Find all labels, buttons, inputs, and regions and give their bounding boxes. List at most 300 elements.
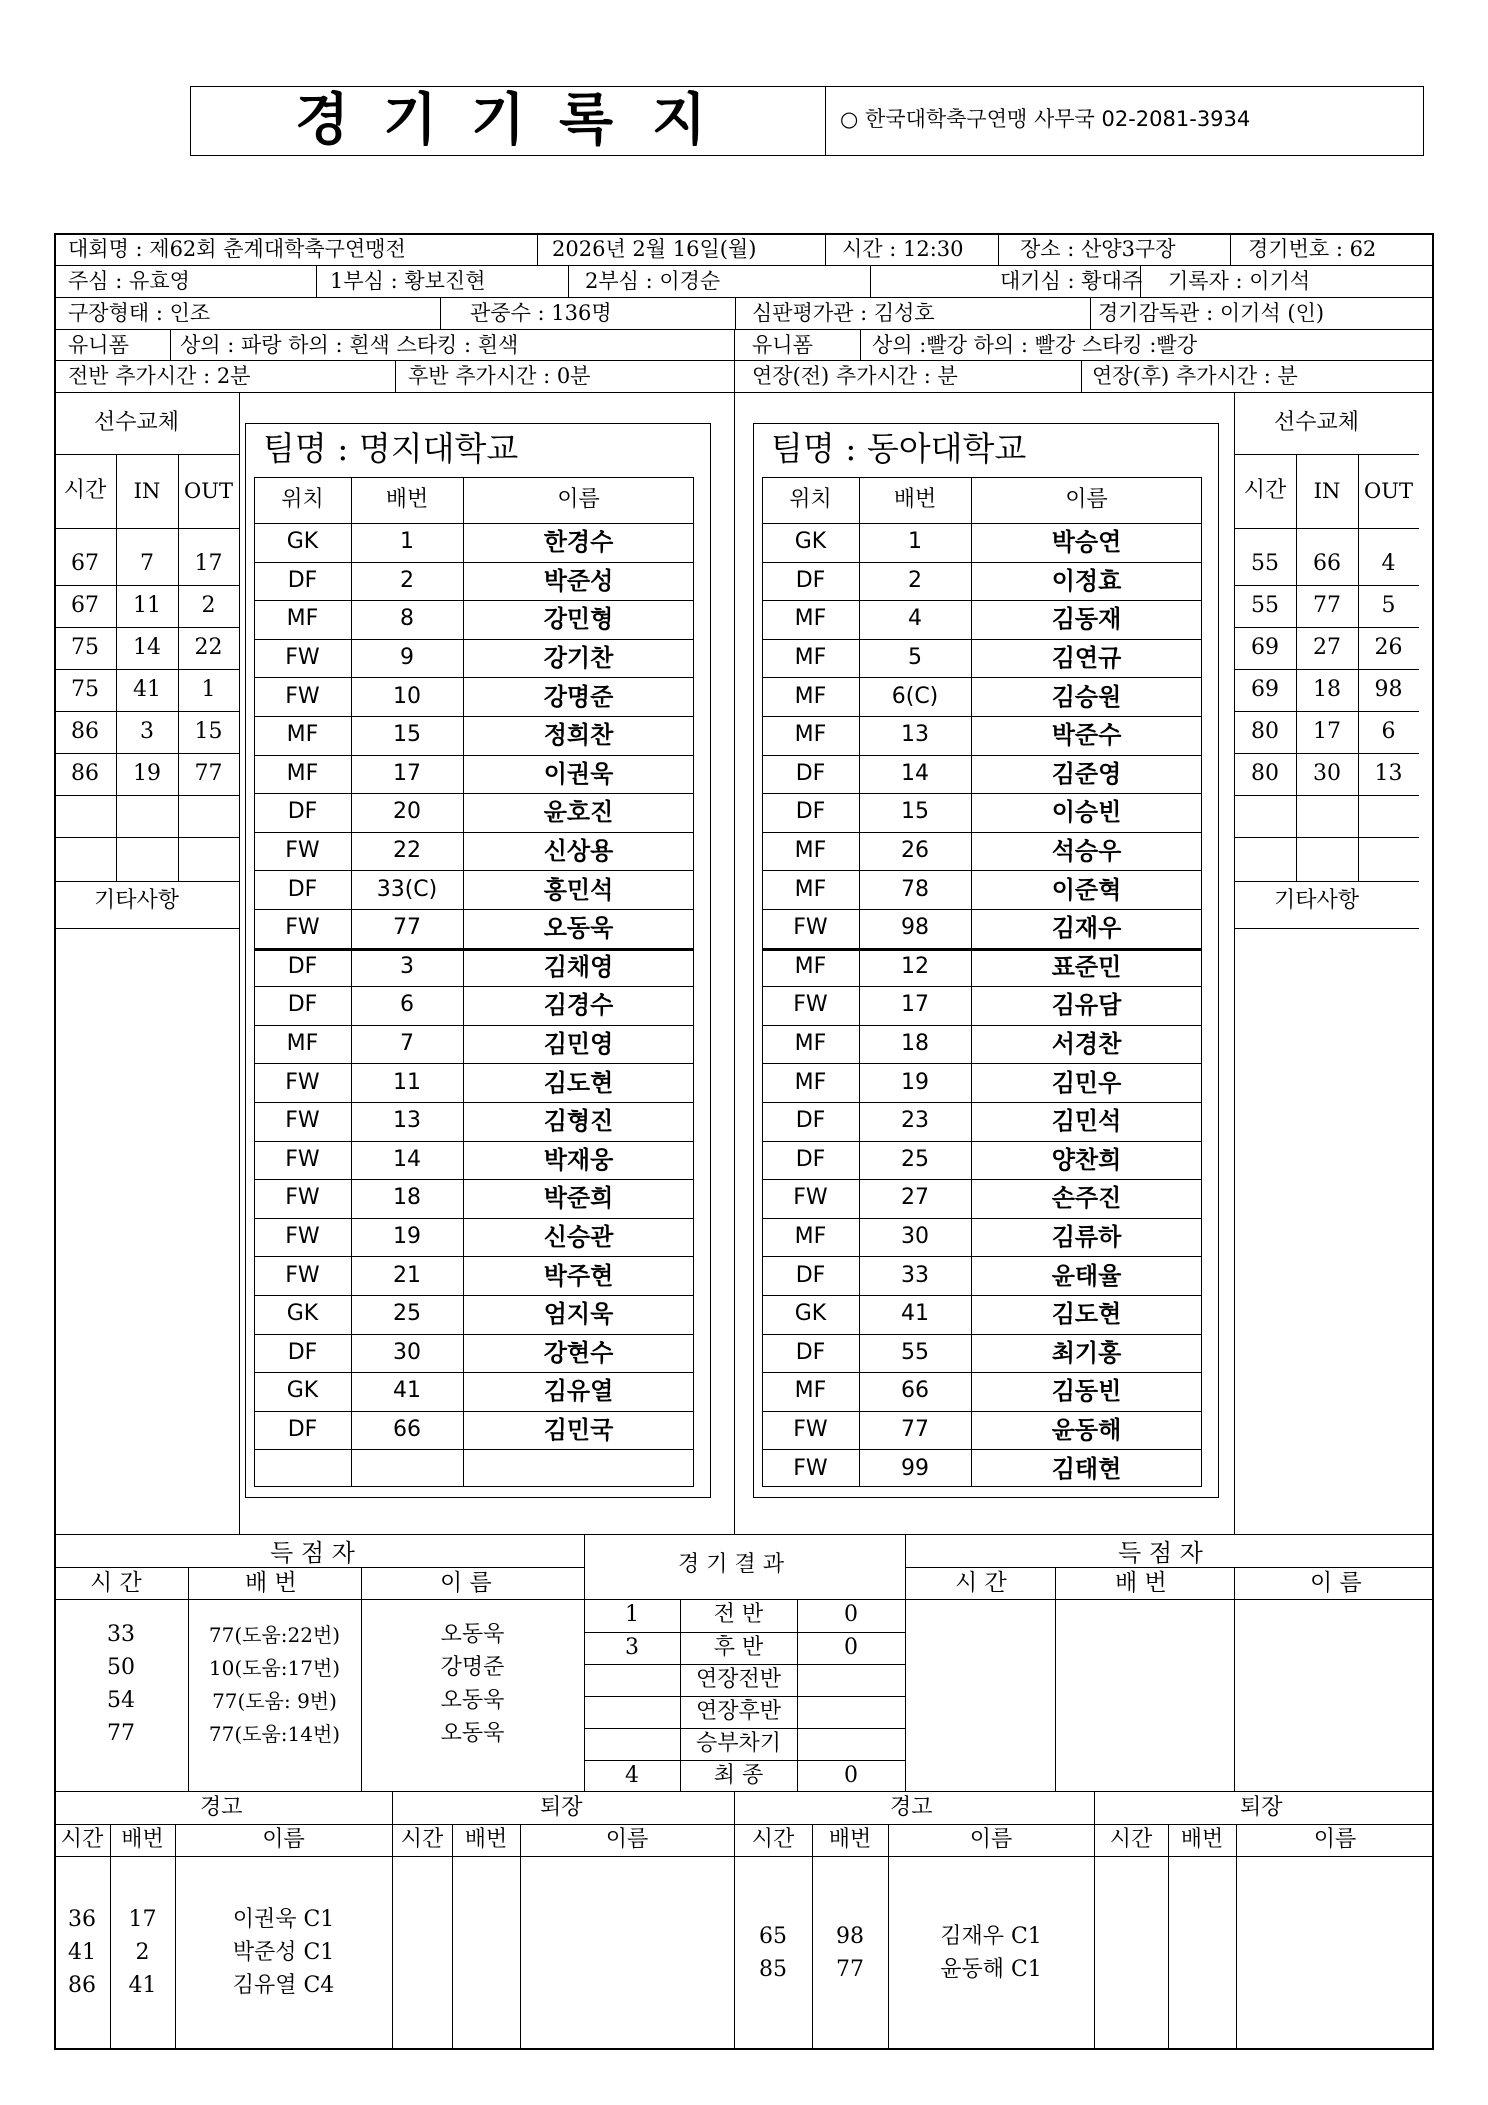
player-number: 21 bbox=[393, 1262, 421, 1288]
goal-scorer: 강명준 bbox=[440, 1655, 505, 1680]
caution-player: 박준성 C1 bbox=[232, 1940, 335, 1965]
contact-info: ○ 한국대학축구연맹 사무국 02-2081-3934 bbox=[840, 107, 1251, 131]
player-number: 30 bbox=[393, 1339, 421, 1365]
player-name: 손주진 bbox=[1051, 1183, 1122, 1213]
subs-in-header: IN bbox=[133, 478, 161, 503]
player-name: 박준성 bbox=[543, 565, 614, 595]
assistant-referee-1: 1부심 : 황보진현 bbox=[330, 269, 486, 293]
divider bbox=[568, 265, 569, 297]
player-position: MF bbox=[794, 953, 827, 979]
player-position: FW bbox=[285, 838, 320, 864]
player-position: GK bbox=[286, 529, 319, 555]
goal-number: 77(도움:14번) bbox=[208, 1722, 341, 1746]
player-number: 11 bbox=[393, 1069, 421, 1095]
title-char: 경 bbox=[295, 87, 350, 153]
player-number: 6 bbox=[400, 992, 414, 1018]
goal-time: 54 bbox=[107, 1688, 135, 1713]
divider bbox=[1234, 795, 1419, 796]
player-name: 김채영 bbox=[543, 951, 614, 981]
player-name: 이준혁 bbox=[1051, 874, 1122, 904]
player-number: 55 bbox=[901, 1339, 929, 1365]
player-name: 김준영 bbox=[1051, 758, 1122, 788]
divider bbox=[1055, 1567, 1056, 1791]
subs-row-cell: 67 bbox=[71, 593, 99, 618]
player-number: 66 bbox=[393, 1417, 421, 1443]
referee-assessor: 심판평가관 : 김성호 bbox=[752, 301, 935, 325]
subs-in-header: IN bbox=[1313, 478, 1341, 503]
divider bbox=[110, 1824, 111, 2050]
divider bbox=[54, 837, 239, 838]
player-position: DF bbox=[795, 1339, 826, 1365]
divider bbox=[905, 1534, 906, 1791]
assistant-referee-2: 2부심 : 이경순 bbox=[585, 269, 721, 293]
player-name: 김경수 bbox=[543, 990, 614, 1020]
subs-row-cell: 98 bbox=[1374, 677, 1403, 702]
name-header: 이름 bbox=[1065, 487, 1108, 512]
period-label: 전 반 bbox=[713, 1602, 764, 1627]
away-period-score bbox=[797, 1696, 905, 1728]
away-caution-title: 경고 bbox=[890, 1795, 933, 1820]
divider bbox=[860, 329, 861, 360]
subs-row-cell: 41 bbox=[133, 677, 161, 702]
player-name: 김동재 bbox=[1051, 604, 1122, 634]
divider bbox=[54, 1599, 584, 1600]
player-name: 박재웅 bbox=[543, 1144, 614, 1174]
player-position: DF bbox=[795, 760, 826, 786]
player-number: 1 bbox=[908, 529, 922, 555]
player-name: 김유열 bbox=[543, 1376, 614, 1406]
divider bbox=[54, 1567, 584, 1568]
player-name: 강기찬 bbox=[543, 643, 614, 673]
player-position: GK bbox=[794, 529, 827, 555]
subs-row-cell: 80 bbox=[1251, 761, 1279, 786]
divider bbox=[54, 928, 239, 929]
divider bbox=[905, 1599, 1434, 1600]
player-name: 윤호진 bbox=[543, 797, 614, 827]
subs-row-cell: 75 bbox=[71, 635, 99, 660]
player-number: 27 bbox=[901, 1185, 929, 1211]
player-position: FW bbox=[285, 1224, 320, 1250]
goal-time: 33 bbox=[107, 1622, 135, 1647]
home-scorers-title: 득 점 자 bbox=[270, 1539, 355, 1567]
attendance: 관중수 : 136명 bbox=[470, 301, 612, 325]
player-position: FW bbox=[285, 1069, 320, 1095]
player-position: FW bbox=[793, 1455, 828, 1481]
page-title bbox=[190, 86, 826, 156]
notes-title: 기타사항 bbox=[94, 888, 180, 913]
divider bbox=[440, 297, 441, 329]
subs-row-cell: 6 bbox=[1381, 719, 1396, 744]
card-time-header: 시간 bbox=[751, 1827, 795, 1852]
player-name: 김유담 bbox=[1051, 990, 1122, 1020]
player-number: 23 bbox=[901, 1108, 929, 1134]
recorder: 기록자 : 이기석 bbox=[1168, 269, 1311, 293]
match-number: 경기번호 : 62 bbox=[1248, 237, 1377, 261]
subs-row-cell: 14 bbox=[133, 635, 161, 660]
caution-player: 윤동해 C1 bbox=[940, 1957, 1042, 1982]
card-time-header: 시간 bbox=[1109, 1827, 1153, 1852]
player-name: 이승빈 bbox=[1051, 797, 1122, 827]
subs-row-cell: 30 bbox=[1313, 761, 1341, 786]
player-position: GK bbox=[286, 1301, 319, 1327]
player-number: 10 bbox=[393, 683, 421, 709]
home-score-time-header: 시 간 bbox=[90, 1570, 142, 1596]
title-char: 기 bbox=[383, 87, 438, 153]
period-label: 연장후반 bbox=[695, 1699, 781, 1724]
subs-row-cell: 26 bbox=[1374, 635, 1403, 660]
player-name: 신상용 bbox=[543, 836, 614, 866]
player-position: FW bbox=[285, 645, 320, 671]
name-header: 이름 bbox=[557, 487, 600, 512]
caution-time: 65 bbox=[759, 1924, 787, 1949]
player-position: DF bbox=[287, 567, 318, 593]
home-period-score: 3 bbox=[625, 1635, 639, 1660]
player-number: 15 bbox=[393, 722, 421, 748]
player-number: 17 bbox=[393, 760, 421, 786]
player-position: MF bbox=[794, 1031, 827, 1057]
player-number: 98 bbox=[901, 915, 929, 941]
player-position: MF bbox=[286, 606, 319, 632]
divider bbox=[870, 265, 871, 297]
player-name: 박준희 bbox=[543, 1183, 614, 1213]
subs-row-cell: 77 bbox=[194, 761, 223, 786]
player-name: 박주현 bbox=[543, 1260, 614, 1290]
divider bbox=[54, 392, 1434, 393]
subs-row-cell: 5 bbox=[1381, 593, 1396, 618]
player-position: FW bbox=[285, 915, 320, 941]
player-name: 이권욱 bbox=[543, 758, 614, 788]
player-number: 77 bbox=[393, 915, 421, 941]
player-position: MF bbox=[286, 722, 319, 748]
divider bbox=[1168, 1824, 1169, 2050]
divider bbox=[175, 1824, 176, 2050]
player-position: MF bbox=[286, 1031, 319, 1057]
divider bbox=[734, 329, 735, 360]
pos-header: 위치 bbox=[789, 487, 832, 512]
caution-player: 이권욱 C1 bbox=[232, 1907, 335, 1932]
team-name: 팀명 : 명지대학교 bbox=[263, 429, 519, 468]
card-time-header: 시간 bbox=[400, 1827, 444, 1852]
player-number: 41 bbox=[901, 1301, 929, 1327]
subs-title: 선수교체 bbox=[94, 410, 180, 435]
player-position: DF bbox=[795, 567, 826, 593]
player-number: 25 bbox=[393, 1301, 421, 1327]
subs-row-cell: 3 bbox=[140, 719, 154, 744]
divider bbox=[54, 795, 239, 796]
player-number: 20 bbox=[393, 799, 421, 825]
player-position: DF bbox=[795, 1262, 826, 1288]
first-half-added-time: 전반 추가시간 : 2분 bbox=[68, 364, 251, 388]
player-position: FW bbox=[285, 1185, 320, 1211]
title-char: 지 bbox=[652, 87, 707, 153]
divider bbox=[1234, 928, 1419, 929]
player-position: DF bbox=[795, 799, 826, 825]
card-num-header: 배번 bbox=[1180, 1827, 1224, 1852]
player-name: 서경찬 bbox=[1051, 1029, 1122, 1059]
venue: 장소 : 산양3구장 bbox=[1020, 237, 1176, 261]
subs-row-cell: 75 bbox=[71, 677, 99, 702]
home-period-score bbox=[584, 1696, 680, 1728]
player-position: DF bbox=[287, 992, 318, 1018]
subs-row-cell: 17 bbox=[194, 551, 223, 576]
player-position: FW bbox=[793, 915, 828, 941]
divider bbox=[825, 233, 826, 265]
player-name: 최기홍 bbox=[1051, 1337, 1122, 1367]
player-position: MF bbox=[794, 838, 827, 864]
away-uniform: 상의 :빨강 하의 : 빨강 스타킹 :빨강 bbox=[872, 333, 1197, 357]
subs-row-cell: 27 bbox=[1313, 635, 1341, 660]
away-period-score: 0 bbox=[844, 1763, 858, 1788]
subs-time-header: 시간 bbox=[1243, 478, 1287, 503]
player-position: DF bbox=[287, 953, 318, 979]
caution-player: 김유열 C4 bbox=[232, 1973, 335, 1998]
player-position: DF bbox=[795, 1108, 826, 1134]
player-name: 오동욱 bbox=[543, 913, 614, 943]
caution-number: 77 bbox=[836, 1957, 864, 1982]
divider bbox=[1234, 528, 1419, 529]
home-period-score bbox=[584, 1728, 680, 1760]
player-name: 김민영 bbox=[543, 1029, 614, 1059]
player-name: 정희찬 bbox=[543, 720, 614, 750]
player-name: 석승우 bbox=[1051, 836, 1122, 866]
subs-row-cell: 11 bbox=[133, 593, 161, 618]
period-label: 최 종 bbox=[713, 1763, 764, 1788]
divider bbox=[54, 360, 1434, 361]
caution-player: 김재우 C1 bbox=[940, 1924, 1042, 1949]
home-period-score: 4 bbox=[625, 1763, 639, 1788]
player-name: 김태현 bbox=[1051, 1453, 1122, 1483]
away-uniform-label: 유니폼 bbox=[752, 333, 813, 357]
player-position: GK bbox=[794, 1301, 827, 1327]
divider bbox=[905, 1567, 1434, 1568]
player-name: 김류하 bbox=[1051, 1222, 1122, 1252]
fourth-official: 대기심 : 황대주 bbox=[1000, 269, 1143, 293]
divider bbox=[520, 1824, 521, 2050]
divider bbox=[54, 265, 1434, 266]
player-name: 강명준 bbox=[543, 681, 614, 711]
player-position: MF bbox=[794, 606, 827, 632]
caution-number: 41 bbox=[128, 1973, 157, 1998]
player-number: 8 bbox=[400, 606, 414, 632]
player-number: 2 bbox=[908, 567, 922, 593]
player-name: 양찬희 bbox=[1051, 1144, 1122, 1174]
player-number: 13 bbox=[901, 722, 929, 748]
caution-number: 2 bbox=[135, 1940, 150, 1965]
home-period-score: 1 bbox=[625, 1602, 639, 1627]
home-uniform-label: 유니폼 bbox=[68, 333, 129, 357]
card-name-header: 이름 bbox=[605, 1827, 649, 1852]
subs-row-cell: 67 bbox=[71, 551, 99, 576]
player-position: MF bbox=[794, 683, 827, 709]
extra-time-1-added: 연장(전) 추가시간 : 분 bbox=[752, 364, 958, 388]
player-position: MF bbox=[794, 876, 827, 902]
divider bbox=[54, 528, 239, 529]
divider bbox=[998, 233, 999, 265]
player-name: 이정효 bbox=[1051, 565, 1122, 595]
player-number: 6(C) bbox=[891, 683, 939, 709]
player-number: 12 bbox=[901, 953, 929, 979]
kickoff-time: 시간 : 12:30 bbox=[842, 237, 964, 261]
home-score-name-header: 이 름 bbox=[440, 1570, 492, 1596]
subs-time-header: 시간 bbox=[63, 478, 107, 503]
subs-row-cell: 2 bbox=[201, 593, 216, 618]
num-header: 배번 bbox=[893, 487, 937, 512]
subs-row-cell: 22 bbox=[194, 635, 223, 660]
divider bbox=[54, 297, 1434, 298]
player-number: 17 bbox=[901, 992, 929, 1018]
player-name: 김도현 bbox=[543, 1067, 614, 1097]
home-sendoff-title: 퇴장 bbox=[540, 1795, 583, 1820]
period-label: 연장전반 bbox=[695, 1667, 781, 1692]
away-period-score bbox=[797, 1728, 905, 1760]
player-position: FW bbox=[793, 992, 828, 1018]
divider bbox=[254, 1449, 694, 1450]
caution-number: 17 bbox=[128, 1907, 157, 1932]
subs-row-cell: 1 bbox=[201, 677, 216, 702]
player-name: 박승연 bbox=[1051, 527, 1122, 557]
player-position: MF bbox=[794, 1378, 827, 1404]
player-position: DF bbox=[287, 799, 318, 825]
num-header: 배번 bbox=[385, 487, 429, 512]
subs-row-cell: 15 bbox=[194, 719, 223, 744]
card-name-header: 이름 bbox=[1313, 1827, 1357, 1852]
divider bbox=[1234, 881, 1419, 882]
player-name: 표준민 bbox=[1051, 951, 1122, 981]
player-number: 99 bbox=[901, 1455, 929, 1481]
player-name: 윤태율 bbox=[1051, 1260, 1122, 1290]
player-number: 9 bbox=[400, 645, 414, 671]
away-period-score bbox=[797, 1664, 905, 1696]
divider bbox=[54, 1534, 1434, 1535]
player-number: 14 bbox=[393, 1146, 421, 1172]
subs-row-cell: 69 bbox=[1251, 635, 1279, 660]
divider bbox=[734, 360, 735, 392]
player-number: 7 bbox=[400, 1031, 414, 1057]
subs-row-cell: 80 bbox=[1251, 719, 1279, 744]
player-name: 홍민석 bbox=[543, 874, 614, 904]
subs-row-cell: 13 bbox=[1374, 761, 1403, 786]
subs-row-cell: 55 bbox=[1251, 593, 1279, 618]
player-position: FW bbox=[285, 1108, 320, 1134]
player-number: 33(C) bbox=[376, 876, 438, 902]
team-name: 팀명 : 동아대학교 bbox=[771, 429, 1027, 468]
subs-row-cell: 55 bbox=[1251, 551, 1279, 576]
player-name: 김재우 bbox=[1051, 913, 1122, 943]
subs-title: 선수교체 bbox=[1274, 410, 1360, 435]
away-period-score: 0 bbox=[844, 1602, 858, 1627]
player-position: DF bbox=[287, 1339, 318, 1365]
player-number: 78 bbox=[901, 876, 929, 902]
goal-number: 10(도움:17번) bbox=[208, 1656, 341, 1680]
divider bbox=[170, 329, 171, 360]
divider bbox=[239, 392, 240, 1534]
subs-out-header: OUT bbox=[184, 478, 233, 503]
player-number: 19 bbox=[393, 1224, 421, 1250]
player-name: 신승관 bbox=[543, 1222, 614, 1252]
match-date: 2026년 2월 16일(월) bbox=[552, 237, 757, 261]
pos-header: 위치 bbox=[281, 487, 324, 512]
goal-number: 77(도움: 9번) bbox=[212, 1689, 337, 1713]
player-number: 66 bbox=[901, 1378, 929, 1404]
player-name: 김민석 bbox=[1051, 1106, 1122, 1136]
extra-time-2-added: 연장(후) 추가시간 : 분 bbox=[1092, 364, 1298, 388]
match-commissioner: 경기감독관 : 이기석 (인) bbox=[1098, 301, 1325, 325]
divider bbox=[54, 1856, 1434, 1857]
divider bbox=[1234, 1567, 1235, 1791]
card-num-header: 배번 bbox=[121, 1827, 164, 1852]
subs-out-header: OUT bbox=[1364, 478, 1413, 503]
divider bbox=[316, 265, 317, 297]
divider bbox=[1234, 837, 1419, 838]
player-number: 41 bbox=[393, 1378, 421, 1404]
player-number: 14 bbox=[901, 760, 929, 786]
player-name: 김연규 bbox=[1051, 643, 1122, 673]
card-name-header: 이름 bbox=[969, 1827, 1013, 1852]
player-number: 25 bbox=[901, 1146, 929, 1172]
player-number: 18 bbox=[393, 1185, 421, 1211]
divider bbox=[452, 1824, 453, 2050]
player-position: DF bbox=[287, 1417, 318, 1443]
player-number: 4 bbox=[908, 606, 922, 632]
tournament-name: 대회명 : 제62회 춘계대학축구연맹전 bbox=[68, 237, 406, 261]
divider bbox=[54, 1791, 1434, 1792]
home-score-num-header: 배 번 bbox=[245, 1570, 297, 1596]
player-name: 엄지욱 bbox=[543, 1299, 614, 1329]
player-number: 22 bbox=[393, 838, 421, 864]
player-position: MF bbox=[794, 645, 827, 671]
player-number: 30 bbox=[901, 1224, 929, 1250]
subs-row-cell: 18 bbox=[1313, 677, 1341, 702]
notes-title: 기타사항 bbox=[1274, 888, 1360, 913]
player-number: 77 bbox=[901, 1417, 929, 1443]
player-name: 강민형 bbox=[543, 604, 614, 634]
player-number: 13 bbox=[393, 1108, 421, 1134]
player-position: DF bbox=[287, 876, 318, 902]
player-name: 김도현 bbox=[1051, 1299, 1122, 1329]
divider bbox=[735, 297, 736, 329]
divider bbox=[1236, 1824, 1237, 2050]
away-score-time-header: 시 간 bbox=[955, 1570, 1007, 1596]
player-name: 김형진 bbox=[543, 1106, 614, 1136]
referee: 주심 : 유효영 bbox=[68, 269, 190, 293]
divider bbox=[54, 329, 1434, 330]
player-position: FW bbox=[793, 1417, 828, 1443]
player-position: GK bbox=[286, 1378, 319, 1404]
player-position: FW bbox=[793, 1185, 828, 1211]
period-label: 승부차기 bbox=[695, 1731, 781, 1756]
away-sendoff-title: 퇴장 bbox=[1240, 1795, 1283, 1820]
caution-time: 86 bbox=[68, 1973, 96, 1998]
card-num-header: 배번 bbox=[464, 1827, 508, 1852]
divider bbox=[1230, 233, 1231, 265]
goal-time: 77 bbox=[107, 1721, 135, 1746]
divider bbox=[1081, 360, 1082, 392]
player-position: FW bbox=[285, 1262, 320, 1288]
player-position: FW bbox=[285, 1146, 320, 1172]
player-number: 5 bbox=[908, 645, 922, 671]
subs-row-cell: 19 bbox=[133, 761, 161, 786]
goal-time: 50 bbox=[107, 1655, 135, 1680]
goal-number: 77(도움:22번) bbox=[208, 1623, 341, 1647]
divider bbox=[1090, 297, 1091, 329]
player-number: 19 bbox=[901, 1069, 929, 1095]
goal-scorer: 오동욱 bbox=[440, 1721, 505, 1746]
caution-time: 85 bbox=[759, 1957, 787, 1982]
period-label: 후 반 bbox=[713, 1635, 764, 1660]
title-char: 록 bbox=[559, 87, 614, 153]
caution-time: 36 bbox=[68, 1907, 96, 1932]
away-score-num-header: 배 번 bbox=[1115, 1570, 1167, 1596]
